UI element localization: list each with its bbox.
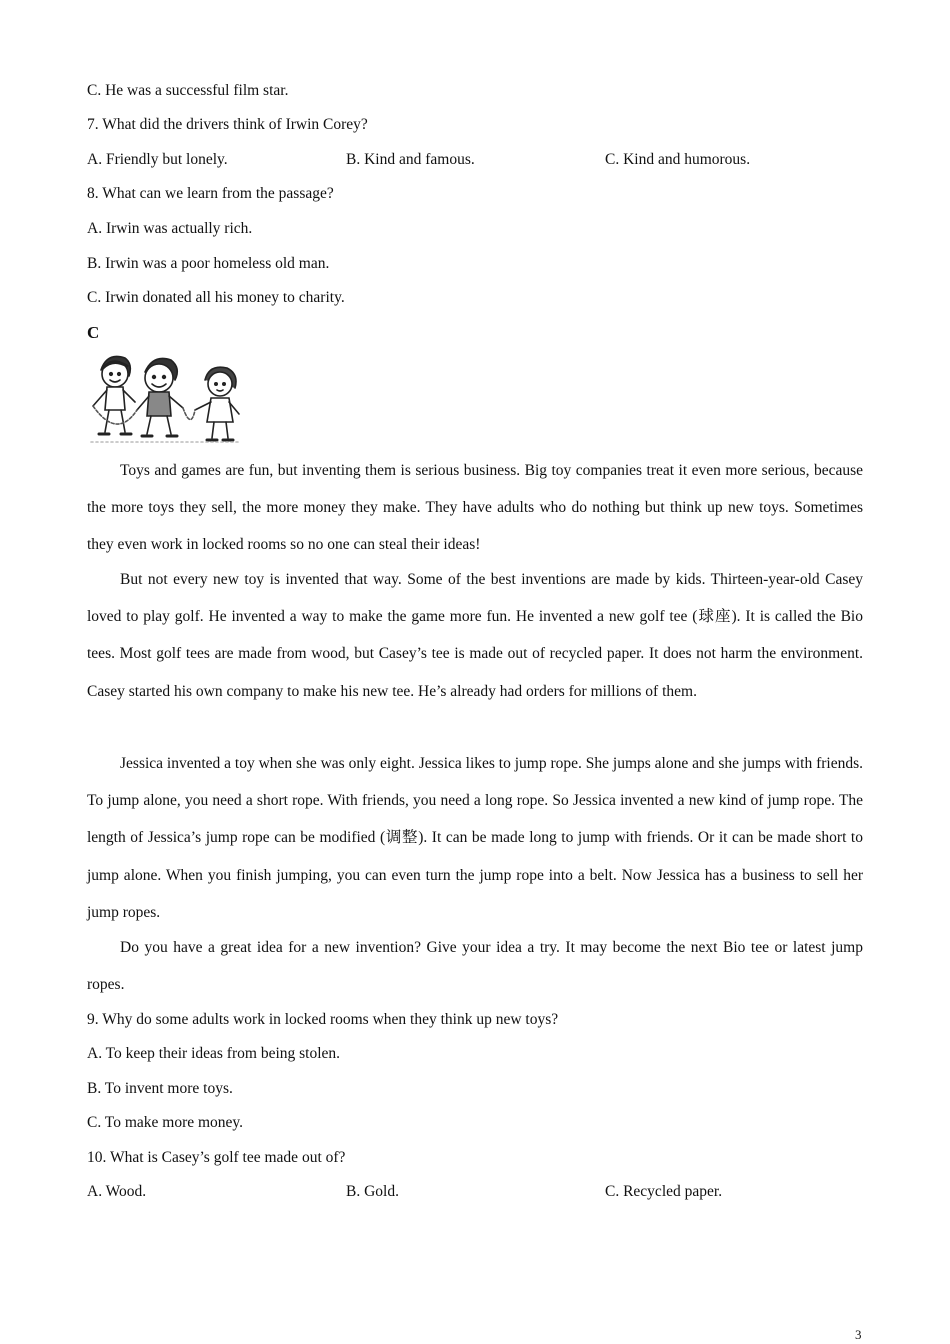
q10-options bbox=[87, 1183, 867, 1205]
q8-question: 8. What can we learn from the passage? bbox=[87, 185, 334, 202]
q6-option-c: C. He was a successful film star. bbox=[87, 82, 289, 99]
q8-option-c: C. Irwin donated all his money to charity. bbox=[87, 289, 345, 306]
q8-option-a: A. Irwin was actually rich. bbox=[87, 220, 253, 237]
q10-option-c: C. Recycled paper. bbox=[605, 1183, 723, 1200]
q9-option-c: C. To make more money. bbox=[87, 1114, 244, 1131]
q7-option-a: A. Friendly but lonely. bbox=[87, 151, 228, 168]
q8-option-b: B. Irwin was a poor homeless old man. bbox=[87, 255, 330, 272]
q9-option-a: A. To keep their ideas from being stolen. bbox=[87, 1045, 341, 1062]
kids-playing-illustration bbox=[87, 350, 245, 446]
q9-option-b: B. To invent more toys. bbox=[87, 1080, 233, 1097]
kid-3-figure bbox=[195, 367, 239, 440]
q7-options bbox=[87, 151, 867, 173]
q7-question: 7. What did the drivers think of Irwin Corey? bbox=[87, 116, 368, 133]
q7-option-b: B. Kind and famous. bbox=[346, 151, 475, 168]
q9-question: 9. Why do some adults work in locked rooms when they think up new toys? bbox=[87, 1011, 559, 1028]
q10-question: 10. What is Casey’s golf tee made out of? bbox=[87, 1149, 346, 1166]
page-number: 3 bbox=[855, 1327, 862, 1342]
paragraph-2: But not every new toy is invented that way. Some of the best inventions are made by kids. Thirteen-year-old Casey loved to play golf. He invented a way to make the game more fun. He invented a new golf tee (球座). It is called the Bio tees. Most golf tees are made from wood, but Casey’s tee is made out of recycled paper. It does not harm the environment. Casey started his own company to make his new tee. He’s already had orders for millions of them. bbox=[87, 571, 863, 700]
paragraph-4: Do you have a great idea for a new invention? Give your idea a try. It may become the next Bio tee or latest jump ropes. bbox=[87, 939, 863, 994]
paragraph-1: Toys and games are fun, but inventing them is serious business. Big toy companies treat it even more serious, because the more toys they sell, the more money they make. They have adults who do nothing but think up new toys. Sometimes they even work in locked rooms so no one can steal their ideas! bbox=[87, 462, 863, 554]
q10-option-a: A. Wood. bbox=[87, 1183, 147, 1200]
section-heading: C bbox=[87, 323, 100, 342]
kid-2-figure bbox=[137, 359, 183, 437]
paragraph-3: Jessica invented a toy when she was only eight. Jessica likes to jump rope. She jumps alone and she jumps with friends. To jump alone, you need a short rope. With friends, you need a long rope. So Jessica invented a new kind of jump rope. The length of Jessica’s jump rope can be modified (调整). It can be made long to jump with friends. Or it can be made short to jump alone. When you finish jumping, you can even turn the jump rope into a belt. Now Jessica has a business to sell her jump ropes. bbox=[87, 755, 864, 921]
kid-1-figure bbox=[93, 357, 135, 435]
q10-option-b: B. Gold. bbox=[346, 1183, 399, 1200]
q7-option-c: C. Kind and humorous. bbox=[605, 151, 751, 168]
